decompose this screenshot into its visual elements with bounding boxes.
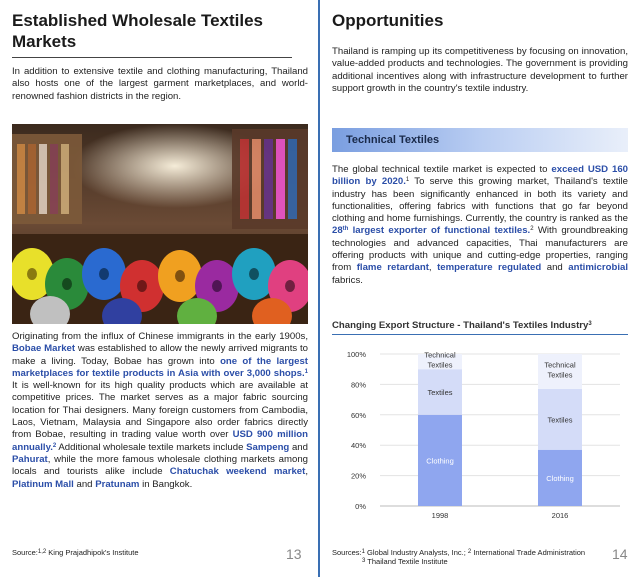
y-tick-label: 80%: [350, 380, 366, 390]
footnote-ref: 2: [530, 226, 534, 233]
sources-text: International Trade Administration: [471, 548, 586, 557]
footnote-ref: 2: [52, 442, 57, 449]
text-segment: and: [541, 262, 569, 274]
sources-sup: 2: [467, 549, 472, 555]
y-tick-label: 100%: [346, 350, 366, 359]
data-label: Textiles: [547, 415, 573, 425]
left-body-paragraph: [12, 331, 308, 491]
text-segment: was established to allow the newly arrived migrants to make a living. Today, Bobae has grown into: [12, 343, 308, 367]
y-tick-label: 0%: [355, 502, 366, 511]
rank-highlight: [332, 225, 530, 236]
fabric-rolls-photo: [12, 124, 308, 324]
left-page: [0, 0, 318, 577]
right-page-title: Opportunities: [332, 11, 444, 30]
export-structure-chart: [320, 340, 638, 530]
text-segment: The global technical textile market is expected to: [332, 164, 552, 175]
chart-title-rule: [332, 334, 628, 335]
data-label: Textiles: [427, 388, 453, 397]
rank-suffix: th: [342, 226, 349, 233]
data-label: Clothing: [546, 473, 574, 483]
text-segment: and: [289, 441, 308, 453]
temperature-regulated-highlight: temperature regulated: [437, 262, 542, 274]
text-segment: ,: [428, 262, 438, 274]
right-sources-note: [332, 548, 612, 566]
y-tick-label: 60%: [350, 410, 366, 420]
footnote-ref: 1: [405, 177, 410, 184]
right-page: [320, 0, 638, 577]
rank-text: largest exporter of functional textiles.: [348, 225, 531, 237]
text-segment: With groundbreaking technologies and advanced capacities, Thai manufacturers are offering products with unique and cutting-edge properties, ranging from: [332, 225, 628, 274]
pratunam-highlight: Pratunam: [95, 478, 140, 490]
page-number-right: 14: [612, 546, 628, 562]
x-tick-label: 1998: [431, 511, 449, 520]
data-label: Textiles: [547, 370, 573, 380]
text-segment: in Bangkok.: [139, 478, 193, 490]
text-segment: To serve this growing market, Thailand's textile industry has been significantly enhanced in both its variety and functionalities, offering fabrics with functions that go far beyond clothing and home furnishings. Currently, the country is ranked as the: [332, 176, 629, 225]
chatuchak-highlight: Chatuchak weekend market: [169, 466, 306, 478]
technical-textiles-banner: [332, 128, 628, 152]
y-tick-label: 20%: [350, 471, 366, 481]
text-segment: Originating from the influx of Chinese immigrants in the early 1900s,: [12, 331, 308, 342]
banner-label: Technical Textiles: [346, 134, 440, 146]
text-segment: fabrics.: [332, 274, 363, 286]
left-source-note: [12, 548, 139, 557]
page-number-left: 13: [286, 546, 302, 562]
sources-sup: 1: [361, 549, 365, 555]
source-text: King Prajadhipok's Institute: [46, 548, 139, 557]
x-tick-label: 2016: [551, 511, 569, 520]
right-intro-paragraph: Thailand is ramping up its competitiveness by focusing on innovation, value-added products and technologies. The government is providing additional incentives along with infrastructure development to further support growth in the country's textile industry.: [332, 46, 628, 95]
fabric-rolls-illustration: [12, 124, 308, 324]
source-sup: 1,2: [37, 549, 47, 555]
data-label: Textiles: [427, 360, 453, 370]
antimicrobial-highlight: antimicrobial: [568, 262, 628, 274]
source-label: Source:: [12, 548, 38, 557]
data-label: Technical: [424, 350, 456, 360]
data-label: Clothing: [426, 456, 454, 466]
data-label: Technical: [544, 360, 576, 370]
right-body-paragraph: [332, 164, 628, 287]
sources-text: Global Industry Analysts, Inc.;: [364, 548, 468, 557]
text-segment: It is well-known for its high quality products which are available at competitive prices. The market serves as a major fabric sourcing location for Thai designers. Many foreign customers from Cambodia, Laos, Vietnam, Malaysia and Singapore also order fabrics directly from Bobae, resulting in trading value worth over: [12, 380, 308, 441]
text-segment: ,: [305, 466, 308, 478]
text-segment: and: [73, 478, 96, 490]
text-segment: , while the more famous wholesale clothing markets among locals and tourists alike include: [12, 453, 308, 478]
exceed-usd-highlight: exceed USD 160 billion by 2020.: [332, 164, 628, 188]
left-intro-paragraph: In addition to extensive textile and clothing manufacturing, Thailand also hosts one of the largest garment marketplaces, and world-renowned fashion districts in the region.: [12, 66, 308, 102]
sources-text: Thailand Textile Institute: [365, 557, 448, 566]
usd-900-highlight: USD 900 million annually.: [12, 429, 308, 453]
chart-title-sup: 3: [588, 321, 592, 327]
left-page-title: Established Wholesale Textiles Markets: [12, 11, 263, 51]
chart-title-text: Changing Export Structure - Thailand's Textiles Industry: [332, 320, 589, 331]
sources-sup: 3: [362, 558, 366, 564]
y-tick-label: 40%: [350, 441, 366, 451]
title-rule: [12, 57, 292, 58]
text-segment: Additional wholesale textile markets include: [56, 441, 247, 453]
largest-marketplace-highlight: one of the largest marketplaces for textile products in Asia with over 3,000 shops.: [12, 355, 308, 379]
footnote-ref: 1: [304, 368, 308, 375]
sources-label: Sources:: [332, 548, 362, 557]
platinum-mall-highlight: Platinum Mall: [12, 478, 74, 490]
flame-retardant-highlight: flame retardant: [356, 262, 429, 274]
sampeng-highlight: Sampeng: [246, 441, 290, 453]
rank-number: 28: [332, 225, 343, 237]
chart-title: [332, 320, 628, 331]
bobae-market-highlight: Bobae Market: [12, 343, 76, 355]
pahurat-highlight: Pahurat: [12, 453, 48, 465]
